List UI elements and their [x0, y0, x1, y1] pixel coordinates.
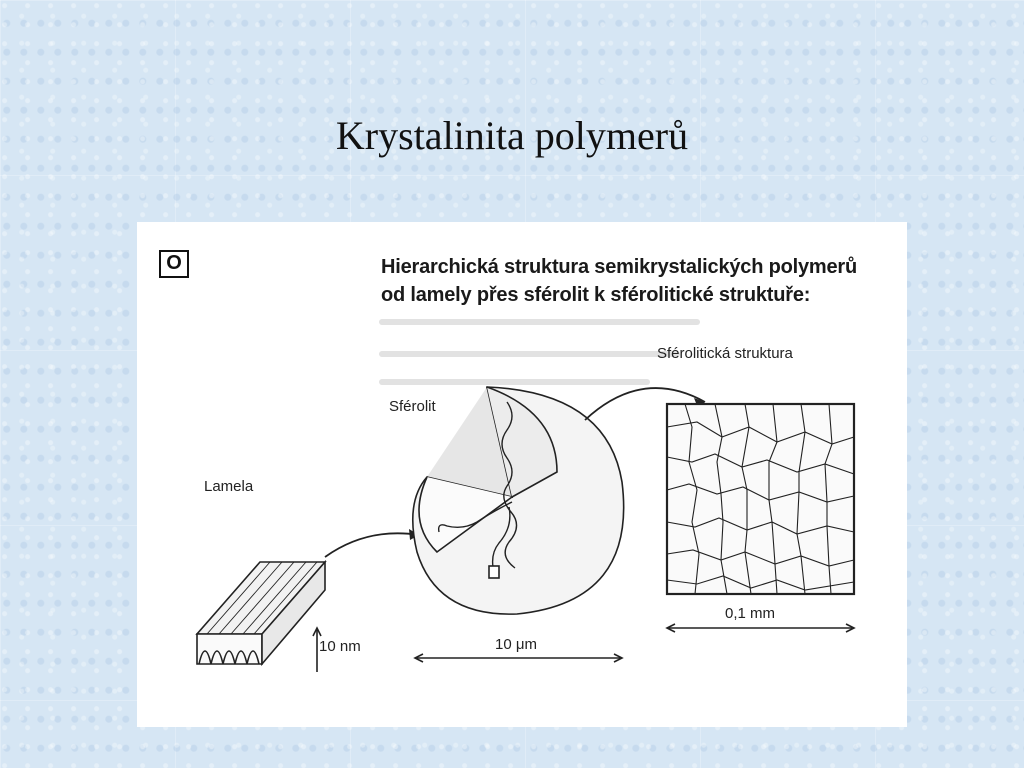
label-sferoliticka-struktura: Sférolitická struktura	[657, 345, 793, 362]
label-sferolit: Sférolit	[389, 398, 436, 415]
figure-badge: O	[159, 250, 189, 278]
scale-sferolit: 10 μm	[495, 636, 537, 653]
label-lamela: Lamela	[204, 478, 254, 495]
figure-panel	[137, 222, 907, 727]
figure-heading-line2: od lamely přes sférolit k sférolitické struktuře:	[381, 284, 811, 306]
scale-struktura: 0,1 mm	[725, 605, 776, 622]
lamela-drawing	[197, 562, 325, 664]
struktura-drawing	[667, 404, 854, 594]
slide-title: Krystalinita polymerů	[335, 113, 689, 158]
sferolit-drawing	[413, 387, 624, 614]
scale-lamela: 10 nm	[319, 638, 361, 655]
figure-heading-line1: Hierarchická struktura semikrystalických polymerů	[381, 256, 858, 278]
